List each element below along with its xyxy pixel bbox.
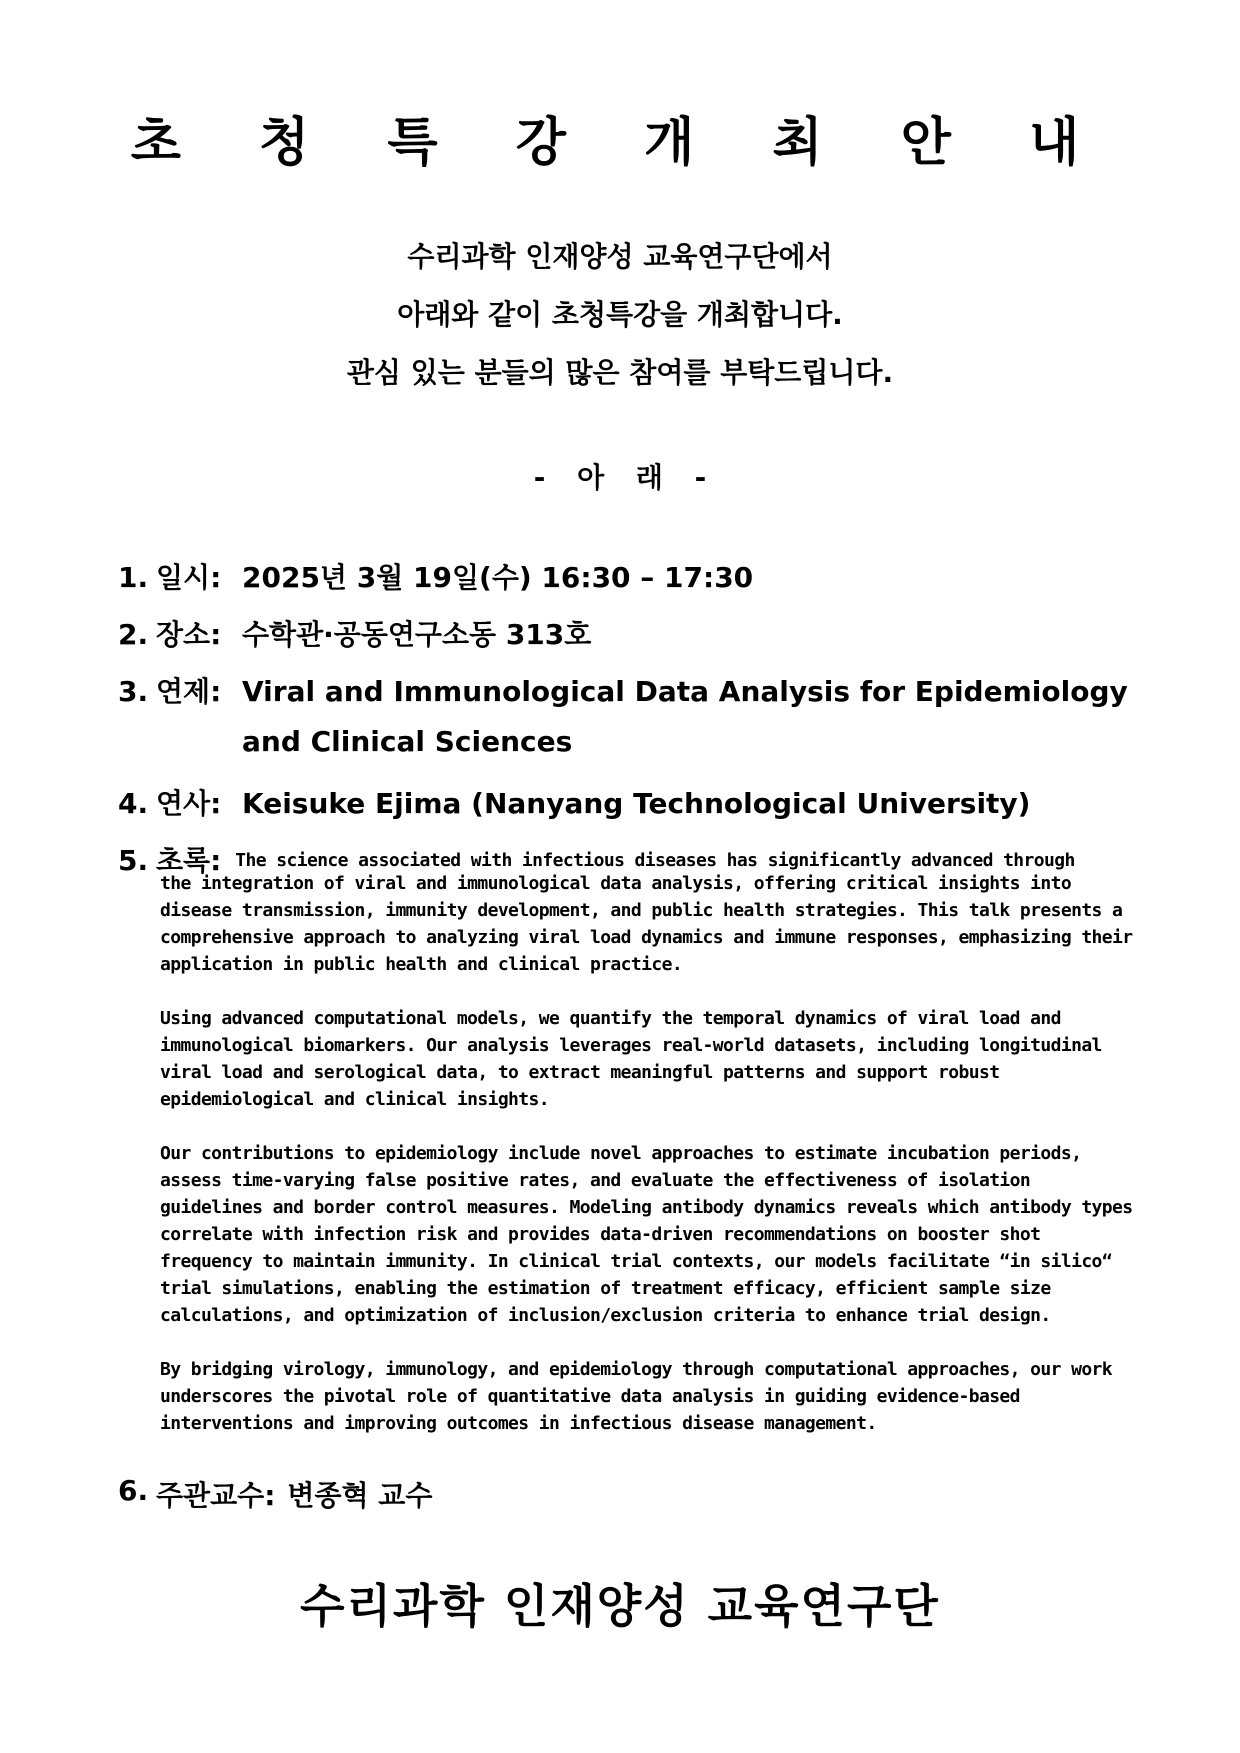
intro-line-2: 아래와 같이 초청특강을 개최합니다. [397, 298, 843, 331]
supervisor-value: 변종혁 교수 [287, 1479, 433, 1512]
item-number: 4. [118, 787, 149, 820]
intro-block [0, 228, 1240, 402]
item-date [118, 558, 1128, 598]
abstract-paragraph-4: By bridging virology, immunology, and epidemiology through computational approaches, our work underscores the pivotal role of quantitative data analysis in guiding evidence-based interventions and improving outcomes in infectious disease management. [160, 1359, 1113, 1434]
date-value: 2025년 3월 19일(수) 16:30 – 17:30 [242, 561, 754, 594]
details-list [118, 558, 1128, 881]
item-number: 6. [118, 1474, 149, 1507]
abstract-paragraph-1: the integration of viral and immunological data analysis, offering critical insights into disease transmission, immunity development, and public health strategies. This talk presents a comprehensive approach to analyzing viral load dynamics and immune responses, emphasizing their application in public health and clinical practice. [160, 873, 1133, 975]
item-speaker [118, 784, 1128, 824]
item-supervisor [118, 1474, 432, 1514]
abstract-paragraph-3: Our contributions to epidemiology include novel approaches to estimate incubation periods, assess time-varying false positive rates, and evaluate the effectiveness of isolation guidelines and border control measures. Modeling antibody dynamics reveals which antibody types correlate with infection risk and provides data-driven recommendations on booster shot frequency to maintain immunity. In clinical trial contexts, our models facilitate “in silico“ trial simulations, enabling the estimation of treatment efficacy, efficient sample size calculations, and optimization of inclusion/exclusion criteria to enhance trial design. [160, 1143, 1133, 1326]
item-label: 연사: [156, 787, 222, 820]
item-label: 장소: [156, 618, 222, 651]
item-number: 1. [118, 561, 149, 594]
abstract-first-line: The science associated with infectious diseases has significantly advanced through [235, 850, 1075, 871]
intro-line-1: 수리과학 인재양성 교육연구단에서 [407, 240, 833, 273]
topic-value: Viral and Immunological Data Analysis for Epidemiology and Clinical Sciences [242, 675, 1128, 758]
item-topic [118, 672, 1128, 767]
item-label: 연제: [156, 675, 222, 708]
abstract-paragraph-2: Using advanced computational models, we quantify the temporal dynamics of viral load and immunological biomarkers. Our analysis leverages real-world datasets, including longitudinal viral load and serological data, to extract meaningful patterns and support robust epidemiological and clinical insights. [160, 1008, 1102, 1110]
item-label: 주관교수: [156, 1479, 276, 1512]
item-number: 2. [118, 618, 149, 651]
organizer-footer: 수리과학 인재양성 교육연구단 [300, 1579, 940, 1633]
place-value: 수학관·공동연구소동 313호 [242, 618, 592, 651]
page-title: 초 청 특 강 개 최 안 내 [130, 113, 1110, 173]
item-label: 일시: [156, 561, 222, 594]
item-place [118, 615, 1128, 655]
intro-line-3: 관심 있는 분들의 많은 참여를 부탁드립니다. [346, 356, 894, 389]
abstract-body [160, 870, 1135, 1464]
item-label: 초록: [156, 844, 222, 877]
item-number: 3. [118, 675, 149, 708]
speaker-value: Keisuke Ejima (Nanyang Technological University) [242, 787, 1031, 820]
details-heading: - 아 래 - [533, 461, 707, 494]
item-number: 5. [118, 844, 149, 877]
